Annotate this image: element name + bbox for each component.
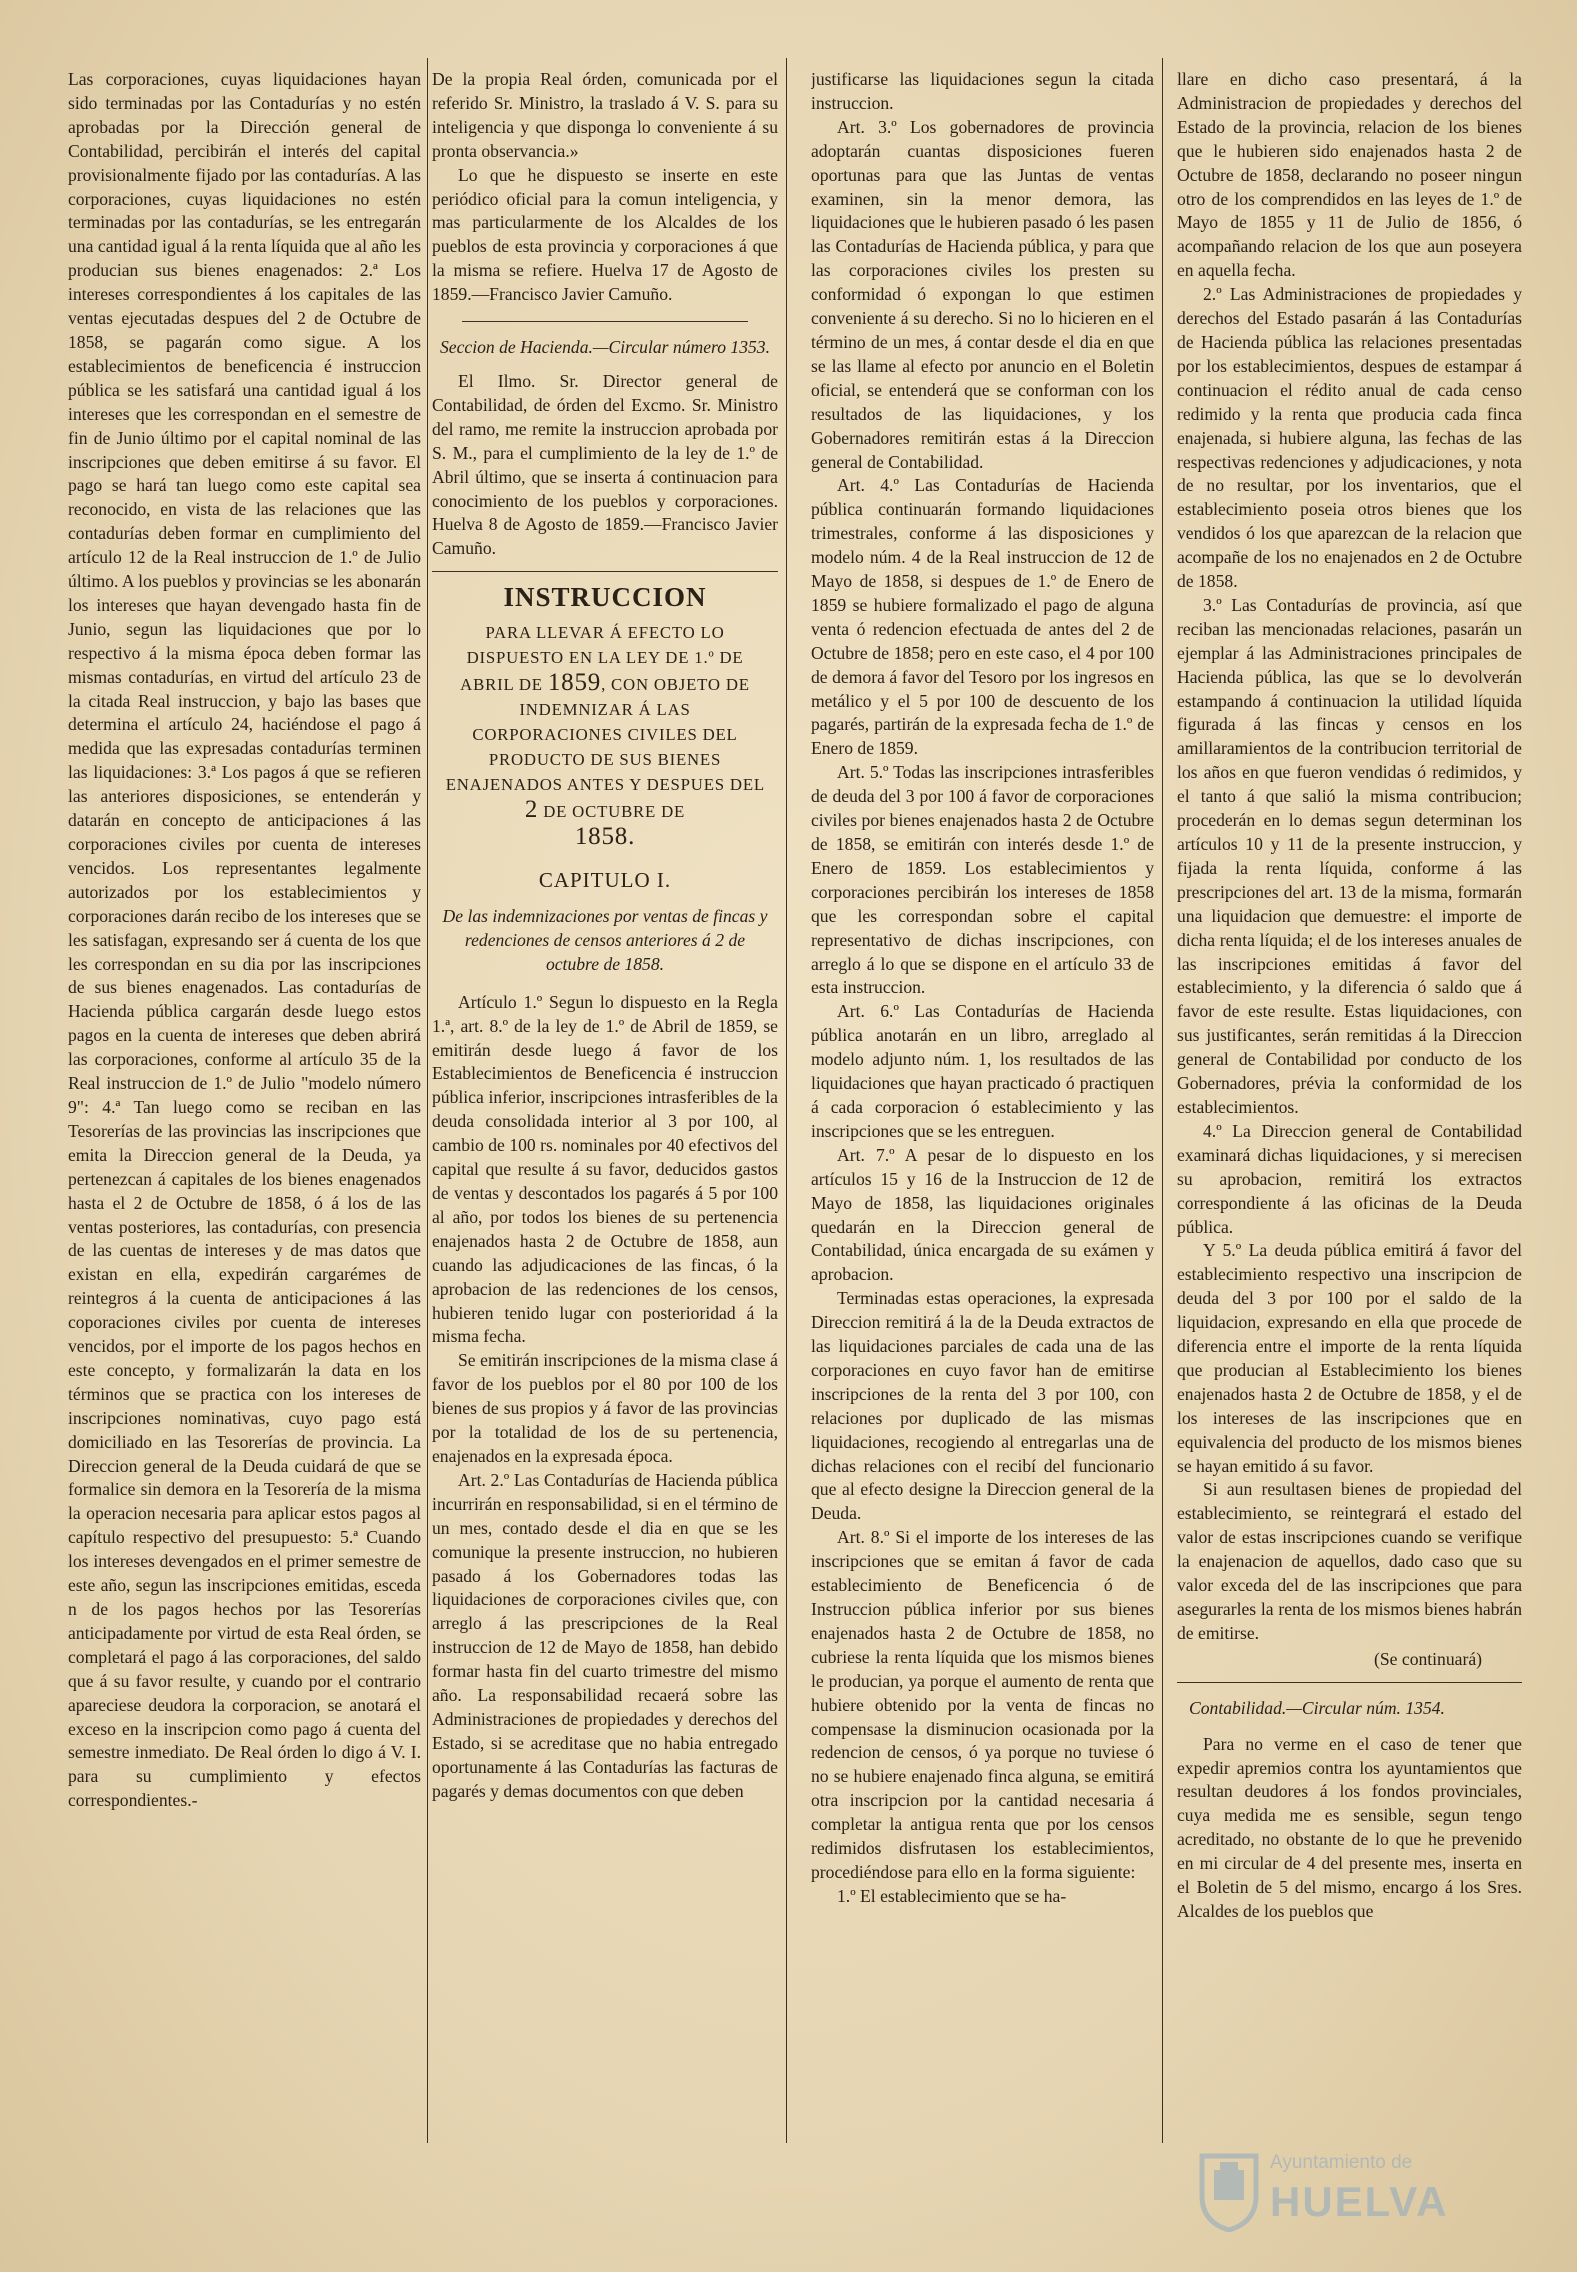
chapter-subtitle: De las indemnizaciones por ventas de fincas y redenciones de censos anteriores á 2 de octubre de 1858.	[442, 906, 768, 974]
article-text: 4.º La Direccion general de Contabilidad examinará dichas liquidaciones, y si merecisen su aprobacion, remitirá los extractos correspondiente á las oficinas de la Deuda pública.	[1177, 1120, 1522, 1237]
article-6: Art. 6.º Las Contadurías de Hacienda pública anotarán en un libro, arreglado al modelo adjunto núm. 1, los resultados de las liquidaciones que hayan practicado ó practiquen á cada corporacion ó establecimiento y las inscripciones que se les entreguen.	[811, 1001, 1154, 1141]
column-2	[432, 68, 778, 2228]
article-text: Se emitirán inscripciones de la misma clase á favor de los pueblos por el 80 por 100 de los bienes de sus propios y á favor de las provincias por la totalidad de los de su pertenencia, enajenados en la expresada época.	[432, 1350, 778, 1466]
article-text: Las corporaciones, cuyas liquidaciones hayan sido terminadas por las Contadurías y no estén aprobadas por la Dirección general de Contabilidad, percibirán el interés del capital provisionalmente fijado por las contadurías. A las corporaciones, cuyas liquidaciones no estén terminadas por las contadurías, se les entregarán una cantidad igual á la renta líquida que al año les producian sus bienes enagenados: 2.ª Los intereses correspondientes á los capitales de las ventas ejecutadas despues del 2 de Octubre de 1858, se pagarán como sigue. A los establecimientos de beneficencia é instruccion pública se les satisfará una cantidad igual á los intereses que les correspondan en el semestre de fin de Junio último por el capital nominal de las inscripciones que deben emitirse á su favor. El pago se hará tan luego como este capital sea reconocido, en vista de las relaciones que las contadurías deben formar en cumplimiento del artículo 12 de la Real instruccion de 1.º de Julio último. A los pueblos y provincias se les abonarán los intereses que hayan devengado hasta fin de Junio, segun las liquidaciones que por lo respectivo á la misma época deben formar las mismas contadurías, en virtud del artículo 23 de la citada Real instruccion, y bajo las bases que determina el artículo 24, haciéndose el pago á medida que las expresadas contadurías terminen las liquidaciones: 3.ª Los pagos á que se refieren las anteriores disposiciones, se entenderán y datarán en concepto de anticipaciones á las corporaciones civiles por cuenta de intereses vencidos. Los representantes legalmente autorizados por los establecimientos y corporaciones darán recibo de los intereses que se les satisfagan, expresando ser á cuenta de los que les correspondan en su dia por las inscripciones de sus bienes enagenados. Las contadurías de Hacienda pública cargarán desde luego estos pagos en la cuenta de intereses que deben abrirá las corporaciones, conforme al artículo 35 de la Real instruccion de 1.º de Julio "modelo número 9": 4.ª Tan luego como se reciban en las Tesorerías de las provincias las inscripciones que emita la Direccion general de la Deuda, ya pertenezcan á capitales de los bienes enagenados hasta el 2 de Octubre de 1858, ó á los de las ventas posteriores, las contadurías, con presencia de las cuentas de intereses y de mas datos que existan en ella, expedirán cargarémes de reintegros á la cuenta de anticipaciones á las coporaciones civiles por cuenta de intereses vencidos, por el importe de los pagos hechos en este concepto, y formalizarán la data en los términos que se practica con los intereses de inscripciones nominativas, cuyo pago está domiciliado en las Tesorerías de provincia. La Direccion general de la Deuda cuidará de que se formalice sin demora en la Tesorería de la misma la operacion necesaria para aplicar estos pagos al capítulo respectivo del presupuesto: 5.ª Cuando los intereses devengados en el primer semestre de este año, segun las inscripciones emitidas, esceda n de los pagos hechos por las Tesorerías anticipadamente por virtud de esta Real órden, se completará el pago á las corporaciones, del saldo que á su favor resulte, y cuando por el contrario apareciese deudora la corporacion, se anotará el exceso en la inscripcion como pago á cuenta del semestre inmediato. De Real órden lo digo á V. I. para su cumplimiento y efectos correspondientes.-	[68, 69, 421, 1811]
section-heading: Seccion de Hacienda.—Circular número 1353.	[440, 337, 770, 358]
article-1: Artículo 1.º Segun lo dispuesto en la Regla 1.ª, art. 8.º de la ley de 1.º de Abril de 1859, se emitirán desde luego á favor de los Establecimientos de Beneficencia é instruccion pública inferior, inscripciones intrasferibles de la deuda consolidada interior al 3 por 100, al cambio de 100 rs. nominales por 40 efectivos del capital que resulte á su favor, deducidos gastos de ventas y descontados los pagarés á 5 por 100 al año, por todos los bienes de su pertenencia enajenados hasta 2 de Octubre de 1858, aun cuando las adjudicaciones de las fincas, ó la aprobacion de las redenciones de los censos, hubieren tenido lugar con posterioridad á la misma fecha.	[432, 991, 778, 1347]
article-text: Para no verme en el caso de tener que expedir apremios contra los ayuntamientos que resultan deudores á los fondos provinciales, cuya medida me es sensible, segun tengo acreditado, no obstante de lo que he prevenido en mi circular de 4 del presente mes, inserta en el Boletin de 5 del mismo, encargo á los Sres. Alcaldes de los pueblos que	[1177, 1733, 1522, 1921]
divider	[1177, 1682, 1522, 1683]
article-text: Lo que he dispuesto se inserte en este periódico oficial para la comun inteligencia, y mas particularmente de los Alcaldes de los pueblos de esta provincia y corporaciones á que la misma se refiere. Huelva 17 de Agosto de 1859.—Francisco Javier Camuño.	[432, 164, 778, 305]
article-4: Art. 4.º Las Contadurías de Hacienda pública continuarán formando liquidaciones trimestrales, conforme á las disposiciones y modelo núm. 4 de la Real instruccion de 12 de Mayo de 1858, si despues de 1.º de Enero de 1859 se hubiere formalizado el pago de alguna venta ó redencion efectuada de antes del 2 de Octubre de 1858; pero en este caso, el 4 por 100 de demora á favor del Tesoro por los ingresos en metálico y el 5 por 100 de descuento de los pagarés, partirán de la expresada fecha de 1.º de Enero de 1859.	[811, 475, 1154, 759]
continued-note: (Se continuará)	[1374, 1648, 1482, 1669]
coat-of-arms-icon	[1198, 2152, 1260, 2232]
article-text: 3.º Las Contadurías de provincia, así que reciban las mencionadas relaciones, pasarán un ejemplar á las Administraciones principales de Hacienda pública, las que se lo devolverán estampando á continuacion la utilidad líquida figurada á las fincas y censos en los amillaramientos de la contribucion territorial de los años en que fueron vendidas ó redimidos, y el tanto á que salió la misma contribucion; procederán en lo demas segun determinan los artículos 10 y 11 de la presente instruccion, y fijada la renta líquida, conforme á las prescripciones del art. 13 de la misma, formarán una liquidacion que demuestre: el importe de dicha renta líquida; el de los intereses anuales de las inscripciones emitidas á favor del establecimiento, y la diferencia ó saldo que á favor de este resulte. Estas liquidaciones, con sus justificantes, serán remitidas á la Direccion general de Contabilidad por conducto de los Gobernadores, prévia la conformidad de los establecimientos.	[1177, 594, 1522, 1117]
article-2: Art. 2.º Las Contadurías de Hacienda pública incurrirán en responsabilidad, si en el término de un mes, contado desde el dia en que se les comunique la presente instruccion, no hubieren pasado á los Gobernadores todas las liquidaciones de corporaciones civiles que, con arreglo á las prescripciones de la Real instruccion de 12 de Mayo de 1858, han debido formar hasta fin del cuarto trimestre del mismo año. La responsabilidad recaerá sobre las Administraciones de propiedades y derechos del Estado, si se acreditase que no habia entregado oportunamente á las Contadurías las facturas de pagarés y demas documentos con que deben	[432, 1469, 778, 1801]
divider	[432, 571, 778, 572]
instruction-subtitle: PARA LLEVAR Á EFECTO LO DISPUESTO EN LA LEY DE 1.º DE ABRIL DE 1859, CON OBJETO DE INDEMNIZAR Á LAS CORPORACIONES CIVILES DEL PRODUCTO DE SUS BIENES ENAJENADOS ANTES Y DESPUES DEL 2 DE OCTUBRE DE 1858.	[445, 623, 765, 851]
article-text: De la propia Real órden, comunicada por el referido Sr. Ministro, la traslado á V. S. para su inteligencia y que disponga lo conveniente á su pronta observancia.»	[432, 69, 778, 161]
watermark-line2: HUELVA	[1270, 2178, 1449, 2225]
article-text: El Ilmo. Sr. Director general de Contabilidad, de órden del Excmo. Sr. Ministro del ramo, me remite la instruccion aprobada por S. M., para el cumplimiento de la ley de 1.º de Abril último, que se inserta á continuacion para conocimiento de los pueblos y corporaciones. Huelva 8 de Agosto de 1859.—Francisco Javier Camuño.	[432, 370, 778, 559]
article-8: Art. 8.º Si el importe de los intereses de las inscripciones que se emitan á favor de cada establecimiento de Beneficencia ó de Instruccion pública inferior por sus bienes enajenados hasta 2 de Octubre de 1858, no cubriese la renta líquida que los mismos bienes le producian, ya porque el aumento de renta que hubiere obtenido por la venta de fincas no compensase la disminucion ocasionada por la redencion de censos, ó ya porque no tuviese ó no se hubiere enajenado finca alguna, se emitirá otra inscripcion por la cantidad necesaria á completar la antigua renta que por los censos redimidos disfrutasen los establecimientos, procediéndose para ello en la forma siguiente:	[811, 1527, 1154, 1882]
article-3: Art. 3.º Los gobernadores de provincia adoptarán cuantas disposiciones fueren oportunas para que las Juntas de ventas examinen, sin la menor demora, las liquidaciones que le hubieren pasado ó les pasen las Contadurías de Hacienda pública, y para que las corporaciones civiles los presten su conformidad ó expongan lo que estimen conveniente á su derecho. Si no lo hicieren en el término de un mes, á contar desde el dia en que se las llame al efecto por anuncio en el Boletin oficial, se entenderá que se conforman con los resultados de las liquidaciones, y los Gobernadores remitirán estas á la Direccion general de Contabilidad.	[811, 116, 1154, 472]
section-heading: Contabilidad.—Circular núm. 1354.	[1189, 1697, 1445, 1718]
chapter-heading: CAPITULO I.	[538, 868, 672, 893]
article-text: llare en dicho caso presentará, á la Administracion de propiedades y derechos del Estado de la provincia, relacion de los bienes que le hubieren sido enajenados hasta 2 de Octubre de 1858, declarando no poseer ningun otro de los comprendidos en las leyes de 1.º de Mayo de 1855 y 11 de Julio de 1856, ó acompañando relacion de los que aun poseyera en aquella fecha.	[1177, 69, 1522, 281]
article-text: Terminadas estas operaciones, la expresada Direccion remitirá á la de la Deuda extractos de las liquidaciones parciales de cada una de las corporaciones en cuyo favor han de emitirse inscripciones de la renta del 3 por 100, con relaciones por duplicado de las mismas liquidaciones, recogiendo al entregarlas una de dichas relaciones con el recibí del funcionario que al efecto designe la Direccion general de la Deuda.	[811, 1288, 1154, 1524]
column-rule	[786, 58, 787, 2143]
article-text: Si aun resultasen bienes de propiedad del establecimiento, se reintegrará el estado del valor de estas inscripciones cuando se verifique la enajenacion de aquellos, dado caso que su valor exceda del de las inscripciones que para asegurarles la renta de los mismos bienes habrán de emitirse.	[1177, 1479, 1522, 1643]
column-1	[68, 68, 421, 2228]
article-text: justificarse las liquidaciones segun la citada instruccion.	[811, 69, 1154, 113]
article-text: Y 5.º La deuda pública emitirá á favor del establecimiento respectivo una inscripcion de deuda del 3 por 100 por el saldo de la liquidacion, expresando en ella que procede de diferencia entre el importe de la renta líquida que producian al Establecimiento los bienes enajenados hasta 2 de Octubre de 1858, y el de los intereses de las inscripciones que en equivalencia del producto de los mismos bienes se hayan emitido á su favor.	[1177, 1240, 1522, 1476]
instruction-title: INSTRUCCION	[503, 582, 707, 613]
article-7: Art. 7.º A pesar de lo dispuesto en los artículos 15 y 16 de la Instruccion de 12 de Mayo de 1858, las liquidaciones originales quedarán en la Direccion general de Contabilidad, única encargada de su exámen y aprobacion.	[811, 1144, 1154, 1285]
article-5: Art. 5.º Todas las inscripciones intrasferibles de deuda del 3 por 100 á favor de corporaciones civiles por bienes enajenados hasta 2 de Octubre de 1858, se emitirán con interés desde 1.º de Enero de 1859. Los establecimientos y corporaciones percibirán los intereses de 1858 que les correspondan sobre el capital representativo de dichas inscripciones, con arreglo á lo que se dispone en el artículo 33 de esta instruccion.	[811, 762, 1154, 998]
watermark-line1: Ayuntamiento de	[1270, 2152, 1413, 2173]
column-3	[811, 68, 1154, 2228]
column-rule	[427, 58, 428, 2143]
article-text: 2.º Las Administraciones de propiedades y derechos del Estado pasarán á las Contadurías de Hacienda pública las relaciones presentadas por los establecimientos, despues de estampar á continuacion el rédito anual de cada censo redimido y la renta que producia cada finca enajenada, si hubiere alguna, las fechas de las respectivas redenciones y adjudicaciones, y nota de no resultar, por los inventarios, que el establecimiento poseia otros bienes que los vendidos ó los que aparezcan de la relacion que acompañe de los no enajenados en 2 de Octubre de 1858.	[1177, 284, 1522, 592]
article-text: 1.º El establecimiento que se ha-	[837, 1885, 1067, 1906]
column-rule	[1162, 58, 1163, 2143]
divider	[462, 321, 748, 322]
column-4	[1177, 68, 1522, 2228]
watermark	[1198, 2148, 1518, 2238]
